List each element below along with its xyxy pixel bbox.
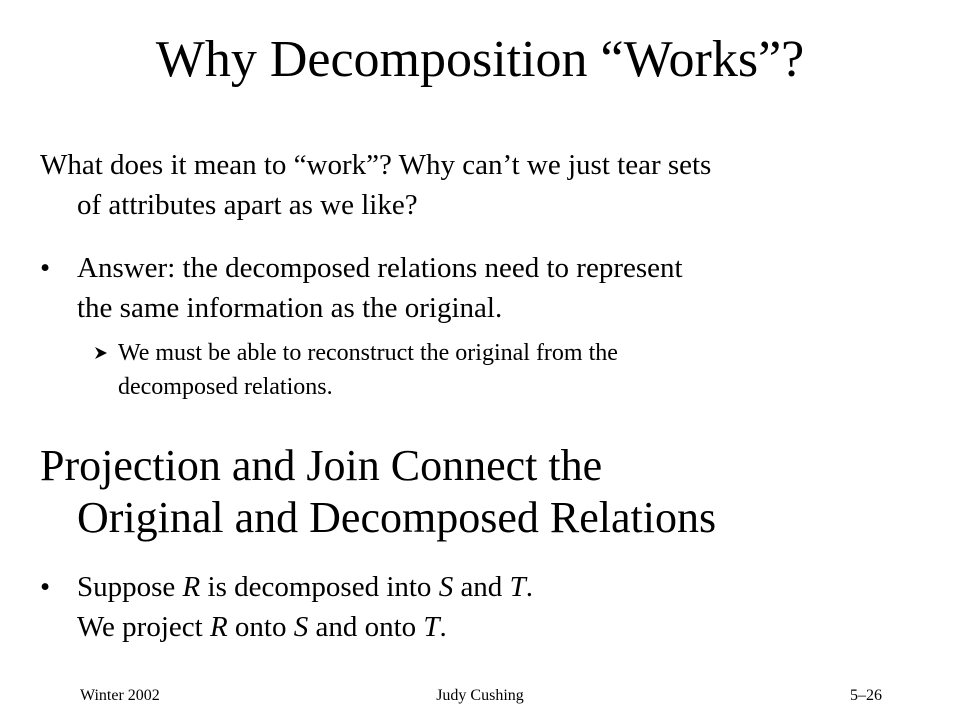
bullet-answer-text — [77, 248, 683, 328]
intro-paragraph — [40, 145, 711, 225]
footer-author: Judy Cushing — [436, 687, 524, 704]
bullet-marker: • — [40, 571, 51, 603]
intro-line-1: What does it mean to “work”? Why can’t we just tear sets — [40, 149, 712, 181]
footer-date: Winter 2002 — [80, 687, 160, 704]
bullet-answer-line-2: the same information as the original. — [77, 292, 503, 324]
section-heading-line-1: Projection and Join Connect the — [40, 441, 603, 490]
arrow-diamond-icon — [95, 347, 107, 359]
bullet-suppose-text — [77, 567, 533, 647]
footer-slide-number: 5–26 — [850, 687, 882, 704]
subbullet-line-2: decomposed relations. — [118, 374, 333, 400]
subbullet-line-1: We must be able to reconstruct the original from the — [118, 340, 618, 366]
section-heading-line-2: Original and Decomposed Relations — [77, 493, 717, 542]
section-heading — [40, 440, 716, 544]
intro-line-2: of attributes apart as we like? — [77, 189, 418, 221]
subbullet-reconstruct-text — [118, 336, 618, 404]
bullet-marker: • — [40, 252, 51, 284]
bullet-suppose-line-2: We project R onto S and onto T. — [77, 611, 447, 643]
slide-title: Why Decomposition “Works”? — [155, 31, 805, 88]
bullet-suppose-line-1: Suppose R is decomposed into S and T. — [77, 571, 533, 603]
bullet-answer-line-1: Answer: the decomposed relations need to represent — [77, 252, 683, 284]
